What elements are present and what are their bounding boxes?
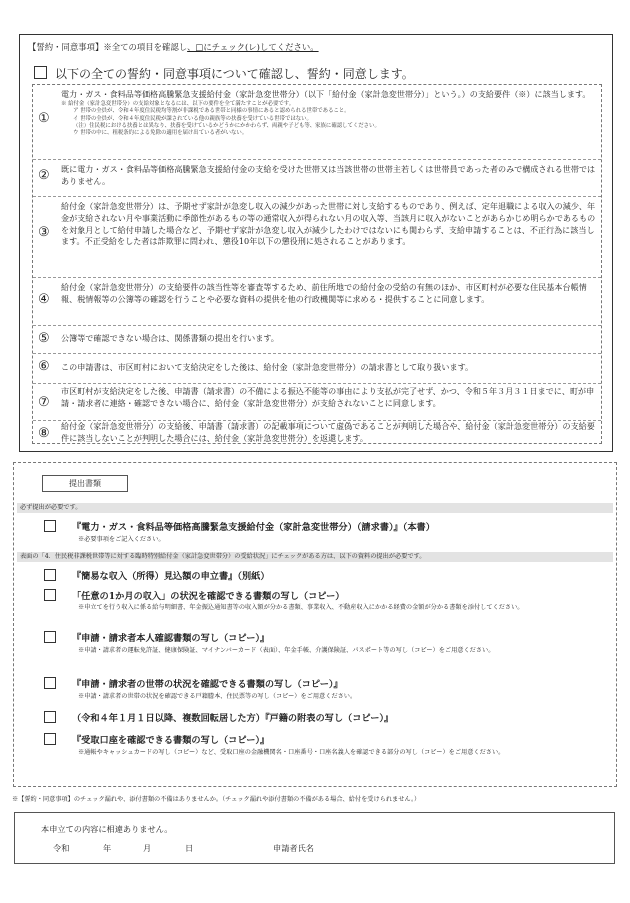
doc-checkbox[interactable]	[44, 589, 56, 601]
item-number: ⑥	[38, 359, 50, 374]
item-number: ①	[38, 111, 50, 126]
signature-box	[14, 812, 615, 864]
item-text: 給付金（家計急変世帯分）の支給後、申請書（請求書）の記載事項について虚偽であることが判明した場合や、給付金（家計急変世帯分）の支給要件に該当しないことが判明した場合には、給付金（家計急変世帯分）を返還します。	[61, 421, 595, 443]
divider	[33, 325, 601, 326]
doc-checkbox[interactable]	[44, 711, 56, 723]
doc-note: ※申請・請求者の世帯の状況を確認できる戸籍謄本、住民票等の写し（コピー）をご用意ください。	[78, 693, 357, 700]
item-number: ⑦	[38, 395, 50, 410]
agree-all-row[interactable]	[34, 65, 414, 82]
divider	[33, 353, 601, 354]
doc-title: 『電力・ガス・食料品等価格高騰緊急支援給付金（家計急変世帯分）（請求書）』（本書）	[72, 522, 435, 533]
pledge-header-text: ※全ての項目を確認し	[103, 42, 188, 52]
date-year-label: 年	[103, 843, 112, 853]
doc-item-household	[44, 675, 604, 703]
doc-checkbox[interactable]	[44, 569, 56, 581]
item-note: ※ 給付金（家計急変世帯分）の支給対象となるには、以下の要件を全て満たすことが必要です。	[61, 100, 295, 107]
item-text: 既に電力・ガス・食料品等価格高騰緊急支援給付金の支給を受けた世帯又は当該世帯の世帯主若しくは世帯員であった者のみで構成される世帯ではありません。	[61, 164, 596, 186]
item-number: ④	[38, 292, 50, 307]
pledge-item-6	[33, 356, 601, 380]
pledge-item-8	[33, 421, 601, 445]
doc-note: ※通帳やキャッシュカードの写し（コピー）など、受取口座の金融機関名・口座番号・口座名義人を確認できる部分の写し（コピー）をご用意ください。	[78, 749, 505, 756]
required-bar: 必ず提出が必要です。	[17, 503, 613, 513]
doc-item-application	[44, 518, 604, 546]
pledge-item-7	[33, 385, 601, 421]
item-text: 電力・ガス・食料品等価格高騰緊急支援給付金（家計急変世帯分）（以下「給付金（家計急変世帯分）」という。）の支給要件（※）に該当します。	[61, 89, 591, 99]
item-text: この申請書は、市区町村において支給決定をした後は、給付金（家計急変世帯分）の請求書として取り扱います。	[61, 362, 474, 372]
doc-checkbox[interactable]	[44, 631, 56, 643]
declaration-text: 本申立ての内容に相違ありません。	[41, 824, 173, 834]
doc-item-bank-account	[44, 731, 604, 775]
agree-all-checkbox[interactable]	[34, 66, 47, 79]
item-note: ウ 世帯の中に、租税条約による免除の適用を届け出ている者がいない。	[73, 130, 248, 137]
doc-item-monthly-income	[44, 587, 604, 623]
item-note: ア 世帯の全員が、令和４年度住民税均等割が非課税である世帯と同様の事情にあると認められる世帯であること。	[73, 108, 350, 115]
pledge-header-emphasis: 、□にチェック(レ)してください。	[187, 42, 319, 52]
doc-checkbox[interactable]	[44, 677, 56, 689]
item-notes	[61, 101, 596, 138]
doc-item-income-statement	[44, 567, 604, 585]
documents-section	[13, 462, 617, 787]
item-number: ③	[38, 225, 50, 240]
doc-checkbox[interactable]	[44, 520, 56, 532]
divider	[33, 196, 601, 197]
doc-title: 『受取口座を確認できる書類の写し（コピー）』	[72, 735, 270, 746]
item-text: 市区町村が支給決定をした後、申請書（請求書）の不備による振込不能等の事由により支払が完了せず、かつ、令和５年３月３１日までに、町が申請・請求者に連絡・確認できない場合に、給付金（家計急変世帯分）が支給されないことに同意します。	[61, 386, 595, 408]
doc-title: 『簡易な収入（所得）見込額の申立書』（別紙）	[72, 571, 270, 582]
pledge-header-label: 【誓約・同意事項】	[28, 42, 104, 52]
doc-title: 『申請・請求者の世帯の状況を確認できる書類の写し（コピー）』	[72, 679, 343, 690]
divider	[33, 159, 601, 160]
date-day-label: 日	[185, 843, 194, 853]
doc-note: ※申請・請求者の運転免許証、健康保険証、マイナンバーカード（表面）、年金手帳、介護保険証、パスポート等の写し（コピー）をご用意ください。	[78, 647, 495, 654]
item-number: ⑧	[38, 426, 50, 441]
doc-title: （令和４年１月１日以降、複数回転居した方）『戸籍の附表の写し（コピー）』	[72, 713, 394, 724]
pledge-section	[19, 34, 613, 452]
pledge-item-2	[33, 162, 601, 194]
doc-note: ※申立てを行う収入に係る給与明細書、年金振込通知書等の収入額が分かる書類、事業収入、不動産収入にかかる経費の金額が分かる書類を添付してください。	[78, 604, 524, 611]
conditional-bar: 表面の「4．住民税非課税世帯等に対する臨時特別給付金（家計急変世帯分）の受給状況」にチェックがある方は、以下の資料の提出が必要です。	[17, 552, 613, 562]
date-era-label: 令和	[53, 843, 70, 853]
pledge-item-5	[33, 328, 601, 352]
item-number: ⑤	[38, 331, 50, 346]
doc-title: 「任意の1か月の収入」の状況を確認できる書類の写し（コピー）	[72, 591, 345, 602]
item-text: 給付金（家計急変世帯分）の支給要件の該当性等を審査等するため、前住所地での給付金の受給の有無のほか、市区町村が必要な住民基本台帳情報、税情報等の公簿等の確認を行うことや必要な資料の提供を他の行政機関等に求める・提供することに同意します。	[61, 282, 587, 304]
divider	[33, 277, 601, 278]
item-number: ②	[38, 168, 50, 183]
pledge-item-1	[33, 87, 601, 157]
pledge-item-4	[33, 280, 601, 324]
applicant-name-label: 申請者氏名	[273, 843, 314, 853]
doc-title: 『申請・請求者本人確認書類の写し（コピー）』	[72, 633, 270, 644]
doc-item-family-register	[44, 709, 604, 727]
doc-checkbox[interactable]	[44, 733, 56, 745]
documents-title: 提出書類	[42, 475, 128, 492]
date-month-label: 月	[143, 843, 152, 853]
item-note: （注）住民税における扶養とは異なり、扶養を受けているかどうかにかかわらず、両親や子ども等、家族に確認してください。	[73, 123, 380, 130]
pledge-items	[32, 84, 602, 444]
pledge-header	[28, 41, 319, 53]
doc-note: ※必要事項をご記入ください。	[78, 536, 165, 543]
pledge-item-3	[33, 199, 601, 275]
item-note: イ 世帯の全員が、令和４年度住民税が課されている他の親族等の扶養を受けている世帯ではない。	[73, 115, 312, 122]
check-reminder-note: ※【誓約・同意事項】のチェック漏れや、添付書類の不備はありませんか。（チェック漏れや添付書類の不備がある場合、給付を受けられません。）	[12, 796, 421, 803]
item-text: 給付金（家計急変世帯分）は、予期せず家計が急変し収入の減少があった世帯に対し支給するものであり、例えば、定年退職による収入の減少、年金が支給されない月や事業活動に季節性があるもの等の通常収入が得られない月の収入等、当該月に収入がないことがあらかじめ明らかであるものを対象月として給付申請した場合など、予期せず家計が急変し収入が減少したわけではないにも関わらず、支給申請することは、不正行為に該当します。不正受給をした者は詐欺罪に問われ、懲役10年以下の懲役刑に処されることがあります。	[61, 201, 596, 247]
divider	[33, 383, 601, 384]
item-text: 公簿等で確認できない場合は、関係書類の提出を行います。	[61, 333, 279, 343]
agree-all-label: 以下の全ての誓約・同意事項について確認し、誓約・同意します。	[55, 67, 414, 81]
doc-item-identity	[44, 629, 604, 667]
